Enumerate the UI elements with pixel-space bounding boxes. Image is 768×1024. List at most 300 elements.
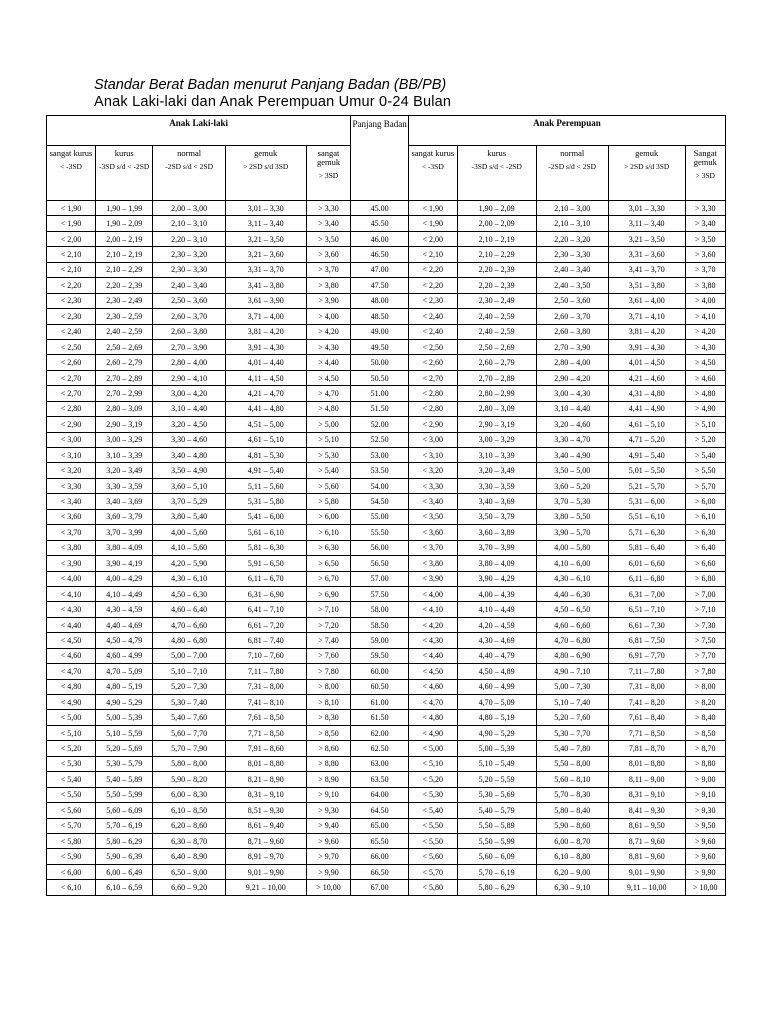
length-cell: 45.50: [351, 216, 408, 231]
table-cell: < 2,30: [408, 293, 457, 308]
table-cell: 3,50 – 3,79: [457, 509, 536, 524]
table-row: [47, 679, 726, 694]
length-cell: 66.00: [351, 849, 408, 864]
table-row: [47, 417, 726, 432]
table-cell: 4,40 – 4,79: [457, 648, 536, 663]
table-cell: 7,11 – 7,80: [225, 664, 306, 679]
table-cell: 7,61 – 8,50: [225, 710, 306, 725]
length-cell: 48.00: [351, 293, 408, 308]
subheader-range-label: -2SD s/d < 2SD: [165, 162, 213, 171]
table-cell: 3,90 – 4,19: [95, 556, 152, 571]
table-cell: 8,21 – 8,90: [225, 772, 306, 787]
table-cell: < 3,90: [408, 571, 457, 586]
table-row: [47, 602, 726, 617]
table-row: [47, 710, 726, 725]
table-cell: 3,30 – 3,59: [457, 478, 536, 493]
table-cell: 2,60 – 2,79: [457, 355, 536, 370]
table-cell: 5,20 – 5,69: [95, 741, 152, 756]
girls-subheader-1: [457, 146, 536, 201]
length-cell: 65.50: [351, 833, 408, 848]
table-cell: 3,31 – 3,70: [225, 262, 306, 277]
table-cell: 5,10 – 5,59: [95, 725, 152, 740]
table-cell: 6,10 – 8,80: [536, 849, 608, 864]
table-cell: 2,20 – 3,10: [153, 231, 225, 246]
table-cell: 4,71 – 5,20: [608, 432, 685, 447]
table-cell: 2,80 – 3,09: [95, 401, 152, 416]
table-row: [47, 231, 726, 246]
table-row: [47, 695, 726, 710]
table-cell: 4,00 – 4,29: [95, 571, 152, 586]
table-cell: 4,30 – 6,10: [153, 571, 225, 586]
table-cell: < 4,50: [47, 633, 96, 648]
table-cell: 8,71 – 9,60: [608, 833, 685, 848]
table-row: [47, 525, 726, 540]
table-cell: 5,51 – 6,10: [608, 509, 685, 524]
table-row: [47, 586, 726, 601]
length-cell: 52.50: [351, 432, 408, 447]
table-body: [47, 201, 726, 896]
table-cell: 2,10 – 2,19: [457, 231, 536, 246]
table-cell: > 5,50: [685, 463, 725, 478]
table-cell: 3,20 – 3,49: [95, 463, 152, 478]
table-cell: 4,51 – 5,00: [225, 417, 306, 432]
table-row: [47, 617, 726, 632]
table-cell: > 5,00: [306, 417, 351, 432]
table-cell: < 5,70: [47, 818, 96, 833]
table-cell: 2,00 – 3,00: [153, 201, 225, 216]
table-cell: 4,40 – 6,30: [536, 586, 608, 601]
table-cell: > 4,60: [685, 370, 725, 385]
table-cell: 9,01 – 9,90: [225, 864, 306, 879]
length-cell: 59.00: [351, 633, 408, 648]
table-cell: > 5,20: [685, 432, 725, 447]
table-cell: 4,41 – 4,90: [608, 401, 685, 416]
table-cell: > 4,20: [306, 324, 351, 339]
table-cell: 8,51 – 9,30: [225, 803, 306, 818]
table-cell: 6,11 – 6,70: [225, 571, 306, 586]
table-cell: < 2,50: [408, 339, 457, 354]
table-cell: < 4,30: [408, 633, 457, 648]
table-cell: 7,41 – 8,20: [608, 695, 685, 710]
length-cell: 48.50: [351, 309, 408, 324]
length-cell: 61.00: [351, 695, 408, 710]
table-cell: > 4,40: [306, 355, 351, 370]
subheader-range-label: > 3SD: [695, 171, 715, 180]
table-cell: 4,90 – 5,29: [95, 695, 152, 710]
table-cell: 2,20 – 2,39: [457, 262, 536, 277]
table-cell: 6,81 – 7,50: [608, 633, 685, 648]
table-row: [47, 448, 726, 463]
table-cell: 5,21 – 5,70: [608, 478, 685, 493]
table-cell: < 2,70: [47, 386, 96, 401]
table-cell: 2,20 – 2,39: [95, 278, 152, 293]
table-cell: 4,50 – 4,89: [457, 664, 536, 679]
table-cell: 6,00 – 8,30: [153, 787, 225, 802]
subheader-category-label: kurus: [114, 148, 134, 158]
table-cell: < 5,30: [47, 756, 96, 771]
subheader-range-label: -3SD s/d < -2SD: [99, 162, 150, 171]
table-cell: < 2,00: [47, 231, 96, 246]
table-cell: < 2,40: [408, 324, 457, 339]
table-cell: 5,50 – 5,99: [95, 787, 152, 802]
table-cell: 2,60 – 3,70: [153, 309, 225, 324]
table-cell: 7,71 – 8,50: [225, 725, 306, 740]
table-cell: > 3,70: [306, 262, 351, 277]
table-cell: 4,00 – 5,80: [536, 540, 608, 555]
table-cell: < 3,00: [408, 432, 457, 447]
table-cell: < 5,70: [408, 864, 457, 879]
table-cell: > 4,10: [685, 309, 725, 324]
table-cell: 2,10 – 2,29: [95, 262, 152, 277]
table-cell: 8,01 – 8,80: [225, 756, 306, 771]
table-cell: > 4,80: [685, 386, 725, 401]
table-cell: > 9,10: [306, 787, 351, 802]
table-cell: 3,30 – 3,59: [95, 478, 152, 493]
table-cell: > 7,50: [685, 633, 725, 648]
table-cell: > 7,80: [306, 664, 351, 679]
table-cell: 4,91 – 5,40: [608, 448, 685, 463]
table-cell: 7,41 – 8,10: [225, 695, 306, 710]
table-cell: 5,40 – 7,80: [536, 741, 608, 756]
table-cell: > 3,90: [306, 293, 351, 308]
table-cell: > 4,50: [685, 355, 725, 370]
table-cell: 4,00 – 5,60: [153, 525, 225, 540]
table-cell: 5,91 – 6,50: [225, 556, 306, 571]
table-row: [47, 833, 726, 848]
subheader-range-label: < -3SD: [421, 162, 444, 171]
table-cell: 1,90 – 2,09: [457, 201, 536, 216]
table-cell: 3,50 – 5,00: [536, 463, 608, 478]
table-cell: 7,31 – 8,00: [225, 679, 306, 694]
table-row: [47, 355, 726, 370]
table-cell: 4,61 – 5,10: [225, 432, 306, 447]
length-cell: 60.50: [351, 679, 408, 694]
table-cell: > 6,30: [306, 540, 351, 555]
table-cell: > 5,30: [306, 448, 351, 463]
table-cell: 5,50 – 5,89: [457, 818, 536, 833]
table-cell: 3,40 – 4,80: [153, 448, 225, 463]
table-cell: 5,80 – 8,00: [153, 756, 225, 771]
table-cell: 4,10 – 4,49: [95, 586, 152, 601]
table-cell: 3,40 – 3,69: [457, 494, 536, 509]
length-cell: 51.50: [351, 401, 408, 416]
table-cell: < 4,90: [47, 695, 96, 710]
table-cell: 7,10 – 7,60: [225, 648, 306, 663]
table-cell: < 2,10: [47, 262, 96, 277]
table-cell: 4,00 – 4,39: [457, 586, 536, 601]
length-cell: 54.50: [351, 494, 408, 509]
table-cell: 9,11 – 10,00: [608, 880, 685, 895]
document-subtitle: Anak Laki-laki dan Anak Perempuan Umur 0-24 Bulan: [94, 94, 452, 110]
table-row: [47, 463, 726, 478]
table-cell: 5,01 – 5,50: [608, 463, 685, 478]
subheader-category-label: sangat kurus: [411, 148, 455, 158]
table-cell: 6,31 – 7,00: [608, 586, 685, 601]
table-cell: < 5,00: [408, 741, 457, 756]
table-cell: > 4,20: [685, 324, 725, 339]
table-cell: 7,91 – 8,60: [225, 741, 306, 756]
table-cell: 6,00 – 6,49: [95, 864, 152, 879]
table-cell: 5,11 – 5,60: [225, 478, 306, 493]
table-cell: < 2,30: [47, 293, 96, 308]
table-cell: 4,70 – 6,80: [536, 633, 608, 648]
subheader-category-label: gemuk: [635, 148, 659, 158]
table-cell: < 2,60: [408, 355, 457, 370]
table-cell: 2,90 – 3,19: [95, 417, 152, 432]
table-cell: < 5,80: [47, 833, 96, 848]
table-cell: 4,90 – 5,29: [457, 725, 536, 740]
table-cell: 5,60 – 6,09: [457, 849, 536, 864]
table-cell: 5,20 – 7,30: [153, 679, 225, 694]
table-cell: 5,81 – 6,40: [608, 540, 685, 555]
length-cell: 58.50: [351, 617, 408, 632]
table-cell: < 2,80: [408, 401, 457, 416]
table-cell: 2,70 – 2,89: [457, 370, 536, 385]
table-cell: < 2,20: [408, 278, 457, 293]
table-cell: 5,80 – 8,40: [536, 803, 608, 818]
table-cell: < 4,80: [408, 710, 457, 725]
table-cell: 4,31 – 4,80: [608, 386, 685, 401]
table-cell: < 5,20: [408, 772, 457, 787]
table-cell: 3,51 – 3,80: [608, 278, 685, 293]
table-row: [47, 571, 726, 586]
length-cell: 66.50: [351, 864, 408, 879]
table-cell: 8,01 – 8,80: [608, 756, 685, 771]
table-cell: > 9,00: [685, 772, 725, 787]
subheader-category-label: gemuk: [254, 148, 278, 158]
table-cell: 6,91 – 7,70: [608, 648, 685, 663]
table-row: [47, 201, 726, 216]
table-cell: > 3,60: [685, 247, 725, 262]
table-cell: < 5,20: [47, 741, 96, 756]
table-cell: < 5,30: [408, 787, 457, 802]
table-cell: > 7,20: [306, 617, 351, 632]
table-cell: 8,91 – 9,70: [225, 849, 306, 864]
table-cell: > 5,40: [306, 463, 351, 478]
subheader-category-label: kurus: [487, 148, 507, 158]
table-cell: 6,20 – 9,00: [536, 864, 608, 879]
table-row: [47, 741, 726, 756]
table-cell: < 6,10: [47, 880, 96, 895]
table-cell: 4,11 – 4,50: [225, 370, 306, 385]
table-cell: > 8,10: [306, 695, 351, 710]
document-title: Standar Berat Badan menurut Panjang Badan (BB/PB): [94, 77, 447, 93]
table-cell: > 5,80: [306, 494, 351, 509]
subheader-range-label: > 3SD: [318, 171, 339, 180]
table-cell: > 9,50: [685, 818, 725, 833]
table-cell: > 9,60: [685, 849, 725, 864]
table-cell: 3,81 – 4,20: [225, 324, 306, 339]
table-cell: 5,70 – 8,30: [536, 787, 608, 802]
table-row: [47, 216, 726, 231]
table-cell: < 3,70: [47, 525, 96, 540]
table-cell: 4,30 – 6,10: [536, 571, 608, 586]
length-cell: 57.50: [351, 586, 408, 601]
table-cell: 5,20 – 7,60: [536, 710, 608, 725]
table-cell: 2,30 – 2,59: [95, 309, 152, 324]
table-cell: 2,40 – 3,40: [153, 278, 225, 293]
table-cell: 7,31 – 8,00: [608, 679, 685, 694]
table-row: [47, 324, 726, 339]
table-cell: < 2,80: [47, 401, 96, 416]
table-row: [47, 772, 726, 787]
table-cell: 5,20 – 5,59: [457, 772, 536, 787]
table-cell: < 3,90: [47, 556, 96, 571]
table-cell: < 2,10: [408, 247, 457, 262]
table-cell: 4,60 – 4,99: [95, 648, 152, 663]
table-cell: < 4,50: [408, 664, 457, 679]
table-cell: 3,21 – 3,50: [225, 231, 306, 246]
table-cell: 3,10 – 3,39: [457, 448, 536, 463]
table-cell: > 4,00: [685, 293, 725, 308]
table-cell: < 4,70: [47, 664, 96, 679]
boys-group-header: Anak Laki-laki: [47, 116, 351, 146]
length-cell: 54.00: [351, 478, 408, 493]
table-cell: 4,60 – 4,99: [457, 679, 536, 694]
table-cell: 4,61 – 5,10: [608, 417, 685, 432]
table-cell: 5,71 – 6,30: [608, 525, 685, 540]
table-cell: < 5,90: [47, 849, 96, 864]
table-cell: 4,10 – 6,00: [536, 556, 608, 571]
table-cell: < 2,80: [408, 386, 457, 401]
table-cell: > 5,40: [685, 448, 725, 463]
table-cell: 3,70 – 3,99: [457, 540, 536, 555]
table-cell: < 5,50: [408, 818, 457, 833]
table-row: [47, 509, 726, 524]
length-cell: 63.00: [351, 756, 408, 771]
table-cell: 2,70 – 3,90: [153, 339, 225, 354]
table-cell: 3,11 – 3,40: [225, 216, 306, 231]
table-cell: < 3,80: [47, 540, 96, 555]
table-cell: > 4,00: [306, 309, 351, 324]
table-cell: 6,10 – 6,59: [95, 880, 152, 895]
table-cell: > 8,00: [685, 679, 725, 694]
table-cell: < 4,00: [47, 571, 96, 586]
table-cell: < 5,10: [47, 725, 96, 740]
table-row: [47, 849, 726, 864]
table-cell: 7,61 – 8,40: [608, 710, 685, 725]
table-cell: > 9,60: [306, 833, 351, 848]
table-cell: > 10,00: [306, 880, 351, 895]
table-cell: 3,00 – 4,30: [536, 386, 608, 401]
table-row: [47, 725, 726, 740]
table-cell: < 2,00: [408, 231, 457, 246]
table-cell: 5,70 – 6,19: [95, 818, 152, 833]
table-cell: 2,00 – 2,09: [457, 216, 536, 231]
table-cell: 2,50 – 2,69: [457, 339, 536, 354]
table-cell: 3,80 – 5,50: [536, 509, 608, 524]
table-cell: 3,60 – 3,89: [457, 525, 536, 540]
length-cell: 57.00: [351, 571, 408, 586]
table-cell: 2,50 – 3,60: [153, 293, 225, 308]
table-cell: < 4,20: [408, 617, 457, 632]
table-cell: < 5,50: [408, 833, 457, 848]
table-cell: 4,10 – 4,49: [457, 602, 536, 617]
table-cell: < 3,30: [47, 478, 96, 493]
table-cell: 3,70 – 3,99: [95, 525, 152, 540]
length-cell: 47.00: [351, 262, 408, 277]
table-cell: > 6,50: [306, 556, 351, 571]
table-cell: 5,90 – 8,60: [536, 818, 608, 833]
table-cell: > 8,80: [685, 756, 725, 771]
table-cell: > 8,90: [306, 772, 351, 787]
table-cell: 5,31 – 5,80: [225, 494, 306, 509]
table-cell: > 3,30: [685, 201, 725, 216]
table-cell: 2,60 – 3,70: [536, 309, 608, 324]
table-cell: 2,20 – 2,39: [457, 278, 536, 293]
table-cell: 6,40 – 8,90: [153, 849, 225, 864]
table-cell: 4,80 – 6,90: [536, 648, 608, 663]
table-cell: 3,20 – 4,60: [536, 417, 608, 432]
length-cell: 56.00: [351, 540, 408, 555]
table-cell: 4,20 – 4,59: [457, 617, 536, 632]
table-cell: 3,10 – 4,40: [153, 401, 225, 416]
table-cell: > 7,40: [306, 633, 351, 648]
table-cell: > 7,00: [685, 586, 725, 601]
boys-subheader-3: [225, 146, 306, 201]
table-cell: 1,90 – 1,99: [95, 201, 152, 216]
table-cell: 4,80 – 6,80: [153, 633, 225, 648]
table-cell: > 7,10: [685, 602, 725, 617]
table-cell: < 2,70: [408, 370, 457, 385]
table-cell: > 3,50: [685, 231, 725, 246]
table-cell: 8,61 – 9,40: [225, 818, 306, 833]
table-cell: > 9,30: [306, 803, 351, 818]
table-cell: 3,11 – 3,40: [608, 216, 685, 231]
table-cell: 5,80 – 6,29: [95, 833, 152, 848]
table-cell: 3,91 – 4,30: [608, 339, 685, 354]
table-cell: > 9,40: [306, 818, 351, 833]
length-cell: 64.00: [351, 787, 408, 802]
table-cell: < 4,90: [408, 725, 457, 740]
table-row: [47, 540, 726, 555]
table-cell: > 6,70: [306, 571, 351, 586]
table-cell: > 5,10: [306, 432, 351, 447]
table-cell: 5,60 – 8,10: [536, 772, 608, 787]
table-cell: > 4,30: [685, 339, 725, 354]
table-cell: 3,70 – 5,29: [153, 494, 225, 509]
table-cell: > 9,90: [685, 864, 725, 879]
table-cell: 3,60 – 5,10: [153, 478, 225, 493]
table-cell: > 7,70: [685, 648, 725, 663]
subheader-range-label: > 2SD s/d 3SD: [624, 162, 670, 171]
table-cell: 6,01 – 6,60: [608, 556, 685, 571]
table-cell: 4,50 – 4,79: [95, 633, 152, 648]
table-cell: 3,10 – 4,40: [536, 401, 608, 416]
table-cell: 7,71 – 8,50: [608, 725, 685, 740]
table-cell: 3,30 – 4,70: [536, 432, 608, 447]
table-cell: > 8,20: [685, 695, 725, 710]
table-cell: 2,00 – 2,19: [95, 231, 152, 246]
subheader-range-label: > 2SD s/d 3SD: [243, 162, 289, 171]
table-cell: 4,40 – 4,69: [95, 617, 152, 632]
length-cell: 51.00: [351, 386, 408, 401]
table-cell: > 6,00: [685, 494, 725, 509]
table-cell: > 3,30: [306, 201, 351, 216]
table-cell: 4,20 – 5,90: [153, 556, 225, 571]
table-cell: 5,40 – 5,79: [457, 803, 536, 818]
table-cell: 2,10 – 2,19: [95, 247, 152, 262]
table-cell: 3,60 – 3,79: [95, 509, 152, 524]
table-cell: 5,10 – 7,10: [153, 664, 225, 679]
table-cell: < 5,40: [47, 772, 96, 787]
table-cell: 4,70 – 5,09: [457, 695, 536, 710]
table-row: [47, 648, 726, 663]
table-cell: 5,30 – 5,69: [457, 787, 536, 802]
table-cell: 2,40 – 3,50: [536, 278, 608, 293]
table-cell: > 6,90: [306, 586, 351, 601]
table-cell: 5,31 – 6,00: [608, 494, 685, 509]
